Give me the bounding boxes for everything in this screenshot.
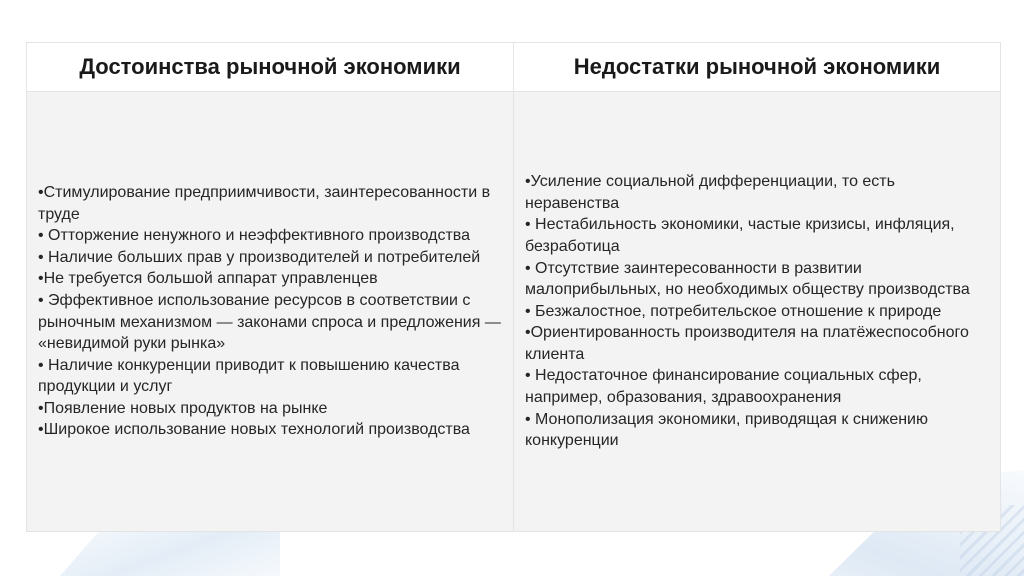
table-header-row <box>27 43 1001 92</box>
list-item: • Недостаточное финансирование социальных сфер, например, образования, здравоохранения <box>525 367 922 407</box>
list-item: • Безжалостное, потребительское отношение к природе <box>525 302 942 320</box>
list-item: • Нестабильность экономики, частые кризисы, инфляция, безработица <box>525 216 955 255</box>
disadvantages-header: Недостатки рыночной экономики <box>514 43 1001 92</box>
list-item: • Отторжение ненужного и неэффективного производства <box>38 227 470 245</box>
advantages-list <box>27 92 514 532</box>
table-body-row <box>27 92 1001 532</box>
list-item: • Отсутствие заинтересованности в развитии малоприбыльных, но необходимых обществу производства <box>525 259 970 299</box>
list-item: •Появление новых продуктов на рынке <box>38 399 328 417</box>
list-item: • Наличие больших прав у производителей и потребителей <box>38 248 481 266</box>
list-item: •Широкое использование новых технологий производства <box>38 421 470 439</box>
list-item: • Монополизация экономики, приводящая к снижению конкуренции <box>525 410 928 450</box>
advantages-header: Достоинства рыночной экономики <box>27 43 514 92</box>
list-item: • Наличие конкуренции приводит к повышению качества продукции и услуг <box>38 356 460 396</box>
list-item: •Усиление социальной дифференциации, то есть неравенства <box>525 173 895 212</box>
list-item: • Эффективное использование ресурсов в соответствии с рыночным механизмом — законами спроса и предложения — «невидимой руки рынка» <box>38 291 501 353</box>
list-item: •Не требуется большой аппарат управленцев <box>38 270 378 288</box>
comparison-table <box>26 42 1001 532</box>
disadvantages-list <box>514 92 1001 532</box>
list-item: •Ориентированность производителя на платёжеспособного клиента <box>525 324 969 363</box>
list-item: •Стимулирование предприимчивости, заинтересованности в труде <box>38 183 491 223</box>
